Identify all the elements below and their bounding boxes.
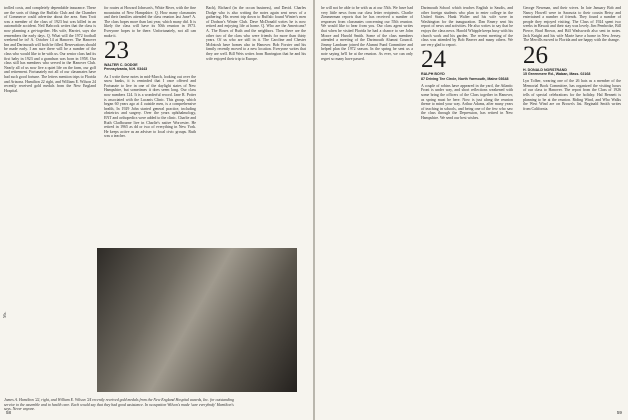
left-column-3	[206, 6, 306, 244]
left-page	[0, 0, 313, 420]
photo-caption: James A. Hamilton '22, right, and William E. Wilson '24 recently received gold medals from the New England Hospital awards, Inc. for outstanding service to the assemble and to health care. Each would say that they had good assistance. In occupation Wilson's made 'sure everybody' Hamilton's says. Never anyone.	[4, 398, 234, 412]
right-column-1	[321, 6, 413, 63]
byline-address: 87 Driving Tee Circle, North Yarmouth, Maine 03648	[421, 76, 509, 81]
class-year-number: 26	[523, 41, 548, 69]
right-column-3	[523, 6, 621, 113]
page-number: 59	[616, 410, 622, 415]
page-number: 58	[6, 410, 12, 415]
column-text: trolled costs, and completely dependable insurance. These are the sorts of things the Buffalo Club and the Chamber of Commerce could advertise about the area. Sam Trott was a member of the class of 1923 but was killed in an automobile accident. Neil Babcock writes that the class is now planning a get-together. His wife, Harriet, says she remembers the early days. Q. What will the 1972 football weekend be in? A. October 14 at Hanover. The Hanover Inn and Dartmouth will both be filled. Reservations should be made early. I am sure there will be a number of the class who would like to be with us. Our senior class had its first baby in 1923 and a grandson was born in 1958. Our class still has members who served in the Hanover Club. Nearly all of us now live a quiet life on the farm, our golf and retirement. Fortunately not all of our classmates have had such good fortune. The letters mention trips to Florida and Arizona. Hamilton 22 right, and William E. Wilson 24 recently received gold medals from the New England Hospital.	[4, 6, 96, 93]
class-year-number: 23	[104, 37, 129, 65]
column-text: Bach), Richard (in the occan business), and David. Charles Dodge who is also writing the notes again sent news of a gathering. His recent trip down to Buffalo found Winter's men of Dodson's Winter Club. Dave McDonald writes he is now retired and enjoying life at home. Q. Who are the Americans? A. The Roses of Ruth and the neighbors. Then there are the other two of the class who were friends for more than thirty years. Of us who are still in it. The Caroline and Chester McIntosh have homes also in Hanover. Bob Forster and his family recently moved to a new location. Everyone writes that they are well. Bill Weis writes from Barrington that he and his wife enjoyed their trip to Europe.	[206, 6, 306, 61]
byline-name: H. DONALD NORSTRAND	[523, 67, 567, 72]
column-text: Dartmouth School which teaches English to Saudis, and other foreign students who plan to enter college in the United States. Hank Walter and his wife were in Washington for the inauguration. Dan Emery sent his report of news and activities. He also writes to say that he enjoys the class news. Harold Whipple keeps busy with his church work and his garden. The recent meeting of the class was attended by Bob Beaver and many others. We are very glad to report.	[421, 6, 513, 47]
column-text: George Newman, and their wives. In late January Bob and Nancy Howell were in Sarasota to their cousin Betsy and entertained a number of friends. They found a number of people they enjoyed visiting. The Class of 1924 spent two weeks in Hawaii and their stay was lovely. Jim Pembroke, Bill Pierce, Brad Brown, and Bill Wadsworth also sent in notes. Jack Knight and his wife Marie have a home in New Jersey. The Merrills moved to Florida and are happy with the change.	[523, 6, 621, 43]
byline-address: 15 Greenmere Rd., Waban, Mass. 02168	[523, 71, 591, 76]
byline-name: RALPH BOYD	[421, 72, 445, 77]
class-year-number: 24	[421, 46, 446, 74]
byline-name: WALTER C. DODGE	[104, 63, 138, 68]
class-secretary-byline	[523, 68, 621, 76]
column-text: for routes at Howard Johnson's, White River, with the fine mountains of New Hampshire. Q. How many classmates and their families attended the class reunion last June? A. The class hopes more than last year, which many did. It is likely the class will have its 50th reunion in 1973. Everyone hopes to be there. Unfortunately, not all can make it.	[104, 6, 196, 38]
column-text: A couple of robins have appeared in the yard, the Atlantic Front is under way, and short reflections weakened with some bring the officers of the Class together in Hanover, as spring must be here. Now is just along the reunion theme to mind your way. Arthur Adams, after many years of teaching in schools, and being one of the few who saw the class through the Depression, has retired in New Hampshire. We send our best wishes.	[421, 83, 513, 120]
column-text: As I write these notes in mid-March, looking out over the snow banks, it is reminded that I once offered and Fortunate to live in one of the daylight states of New Hampshire, but sometimes it does seem long. Our class now numbers 124. It is a wonderful record. Jane R. Potter is associated with the Lucanis Clinic. This group, which began 60 years ago at 4 outside men, is a comprehensive health, In 1929 John started general practice, including obstetrics and surgery. Over the years ophthalmology, ENT and orthopedics were added to the clinic. Charlie and Ruth Cladbourne live in Charlie's native Worcester. He retired in 1965 as dd or two of everything in New York. He keeps active as an adviser to local civic groups. Ruth was a teacher.	[104, 74, 196, 139]
class-secretary-byline	[104, 63, 196, 71]
left-column-2	[104, 6, 196, 244]
byline-address: Pennsylvania, N.H. 03443	[104, 67, 148, 72]
column-text: Lyn Tolber, wearing one of the 26 hats as a member of the Memorial Book Committee, has organized the visiting hours of our class to Hanover. The report from the Class of 1926 tells of special celebrations for the holiday. Hal Bennett is planning to be at the reunion. Riding Wind, and Who Walks the West Wind are on Brown's list. Reginald Smith writes from California.	[523, 79, 621, 111]
photograph	[97, 248, 297, 392]
right-page	[315, 0, 628, 420]
side-mark: Ms.	[2, 311, 7, 318]
class-secretary-byline	[421, 72, 513, 80]
left-column-1	[4, 6, 96, 95]
right-column-2	[421, 6, 513, 122]
column-text: he will not be able to be with us at our 55th. We have had very little news from our class letter recipients. Charlie Zimmerman reports that he has received a number of responses from classmates concerning our 55th reunion. We would like to hear from you. Our class agent writes that when he visited Florida he had a chance to see John Moore and Harold Smith. Some of the class members attended a meeting of the Dartmouth Alumni Council. Jimmy Landauer joined the Alumni Fund Committee and helped plan the 1972 season. In the spring he sent us a note saying he'll be at the reunion. As ever, we can only regret so many have passed.	[321, 6, 413, 61]
